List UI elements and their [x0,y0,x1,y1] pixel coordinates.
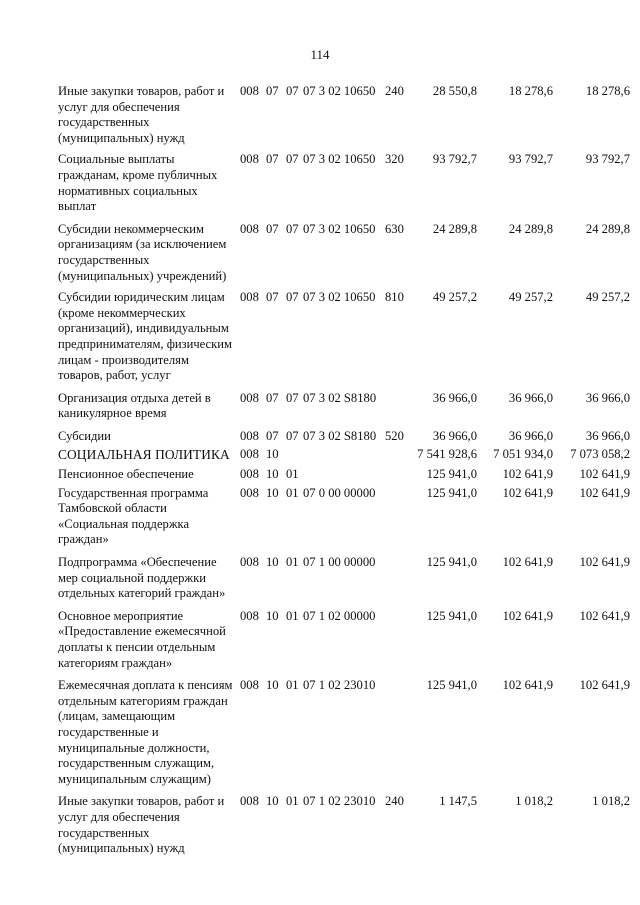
amount-year-1: 125 941,0 [426,608,477,623]
row-name: Основное мероприятие «Предоставление ежемесячной доплаты к пенсии отдельным категориям граждан» [58,608,226,670]
section-code: 07 [266,221,279,236]
subsection-code: 07 [286,290,299,305]
amount-year-1: 125 941,0 [426,485,477,500]
subsection-code: 07 [286,221,299,236]
admin-code: 008 [240,794,259,809]
amount-year-1: 24 289,8 [432,221,477,236]
table-row [58,467,630,483]
amount-year-3: 102 641,9 [579,608,630,623]
admin-code: 008 [240,608,259,623]
row-name: Иные закупки товаров, работ и услуг для обеспечения государственных (муниципальных) нужд [58,84,225,145]
section-code: 07 [266,84,279,98]
amount-year-2: 36 966,0 [508,428,553,443]
amount-year-2: 24 289,8 [508,221,553,236]
target-code: 07 1 02 23010 [303,678,376,693]
amount-year-2: 1 018,2 [515,794,553,809]
row-name: Субсидии [58,428,111,443]
row-name: Подпрограмма «Обеспечение мер социальной поддержки отдельных категорий граждан» [58,555,226,601]
amount-year-3: 1 018,2 [592,794,630,809]
admin-code: 008 [240,447,259,462]
table-row-heading [58,447,630,463]
admin-code: 008 [240,152,259,167]
amount-year-2: 49 257,2 [508,290,553,305]
amount-year-2: 102 641,9 [502,608,553,623]
section-code: 07 [266,428,279,443]
amount-year-1: 93 792,7 [432,152,477,167]
section-code: 07 [266,390,279,405]
amount-year-3: 102 641,9 [579,678,630,693]
amount-year-3: 36 966,0 [585,428,630,443]
subsection-code: 01 [286,555,299,570]
expense-type-code: 240 [385,84,404,98]
table-row [58,486,630,548]
admin-code: 008 [240,84,259,98]
table-row [58,391,630,422]
section-code: 10 [266,467,279,482]
target-code: 07 3 02 S8180 [303,390,377,405]
amount-year-1: 7 541 928,6 [417,447,477,462]
section-code: 10 [266,794,279,809]
section-code: 10 [266,678,279,693]
budget-table [58,84,630,857]
amount-year-3: 102 641,9 [579,485,630,500]
admin-code: 008 [240,390,259,405]
admin-code: 008 [240,290,259,305]
section-code: 10 [266,555,279,570]
amount-year-3: 49 257,2 [585,290,630,305]
section-code: 10 [266,608,279,623]
target-code: 07 3 02 10650 [303,221,376,236]
amount-year-2: 18 278,6 [508,84,553,98]
table-row [58,152,630,214]
section-code: 10 [266,485,279,500]
table-row [58,222,630,284]
target-code: 07 1 02 00000 [303,608,376,623]
target-code: 07 1 02 23010 [303,794,376,809]
subsection-code: 07 [286,152,299,167]
table-row [58,678,630,787]
expense-type-code: 320 [385,152,404,167]
admin-code: 008 [240,485,259,500]
table-row [58,429,630,445]
amount-year-1: 28 550,8 [432,84,477,98]
subsection-code: 07 [286,428,299,443]
expense-type-code: 810 [385,290,404,305]
admin-code: 008 [240,428,259,443]
amount-year-2: 102 641,9 [502,467,553,482]
table-row [58,84,630,146]
section-code: 07 [266,290,279,305]
target-code: 07 3 02 10650 [303,84,376,98]
expense-type-code: 240 [385,794,404,809]
amount-year-1: 36 966,0 [432,390,477,405]
amount-year-3: 24 289,8 [585,221,630,236]
amount-year-1: 1 147,5 [439,794,477,809]
table-row [58,794,630,856]
amount-year-3: 36 966,0 [585,390,630,405]
amount-year-3: 93 792,7 [585,152,630,167]
admin-code: 008 [240,678,259,693]
row-name: Субсидии некоммерческим организациям (за исключением государственных (муниципальных) учреждений) [58,221,227,283]
row-name: Ежемесячная доплата к пенсиям отдельным категориям граждан (лицам, замещающим государственные и муниципальные должности, государственным служащим, муниципальным служащим) [58,678,233,786]
table-row [58,609,630,671]
row-name: Государственная программа Тамбовской области «Социальная поддержка граждан» [58,485,209,547]
amount-year-2: 93 792,7 [508,152,553,167]
amount-year-1: 125 941,0 [426,467,477,482]
amount-year-2: 102 641,9 [502,555,553,570]
row-name: Пенсионное обеспечение [58,467,194,482]
table-row [58,555,630,602]
target-code: 07 3 02 10650 [303,152,376,167]
amount-year-3: 18 278,6 [585,84,630,98]
amount-year-2: 36 966,0 [508,390,553,405]
row-name: СОЦИАЛЬНАЯ ПОЛИТИКА [58,447,230,463]
amount-year-3: 102 641,9 [579,467,630,482]
expense-type-code: 630 [385,221,404,236]
target-code: 07 3 02 10650 [303,290,376,305]
amount-year-2: 102 641,9 [502,678,553,693]
section-code: 10 [266,447,279,462]
admin-code: 008 [240,467,259,482]
target-code: 07 3 02 S8180 [303,428,377,443]
subsection-code: 01 [286,485,299,500]
row-name: Иные закупки товаров, работ и услуг для обеспечения государственных (муниципальных) нужд [58,794,225,856]
section-code: 07 [266,152,279,167]
target-code: 07 1 00 00000 [303,555,376,570]
amount-year-1: 125 941,0 [426,555,477,570]
subsection-code: 01 [286,678,299,693]
admin-code: 008 [240,221,259,236]
row-name: Организация отдыха детей в каникулярное время [58,390,211,421]
page-number: 114 [310,47,330,62]
amount-year-1: 49 257,2 [432,290,477,305]
expense-type-code: 520 [385,428,404,443]
subsection-code: 01 [286,467,299,482]
subsection-code: 07 [286,84,299,98]
amount-year-1: 36 966,0 [432,428,477,443]
amount-year-3: 102 641,9 [579,555,630,570]
admin-code: 008 [240,555,259,570]
amount-year-3: 7 073 058,2 [570,447,630,462]
table-row [58,290,630,384]
subsection-code: 01 [286,608,299,623]
subsection-code: 07 [286,390,299,405]
row-name: Социальные выплаты гражданам, кроме публичных нормативных социальных выплат [58,152,218,214]
amount-year-2: 7 051 934,0 [493,447,553,462]
row-name: Субсидии юридическим лицам (кроме некоммерческих организаций), индивидуальным предпринимателям, физическим лицам - производителям товаров, работ, услуг [58,290,232,383]
amount-year-2: 102 641,9 [502,485,553,500]
amount-year-1: 125 941,0 [426,678,477,693]
subsection-code: 01 [286,794,299,809]
target-code: 07 0 00 00000 [303,485,376,500]
